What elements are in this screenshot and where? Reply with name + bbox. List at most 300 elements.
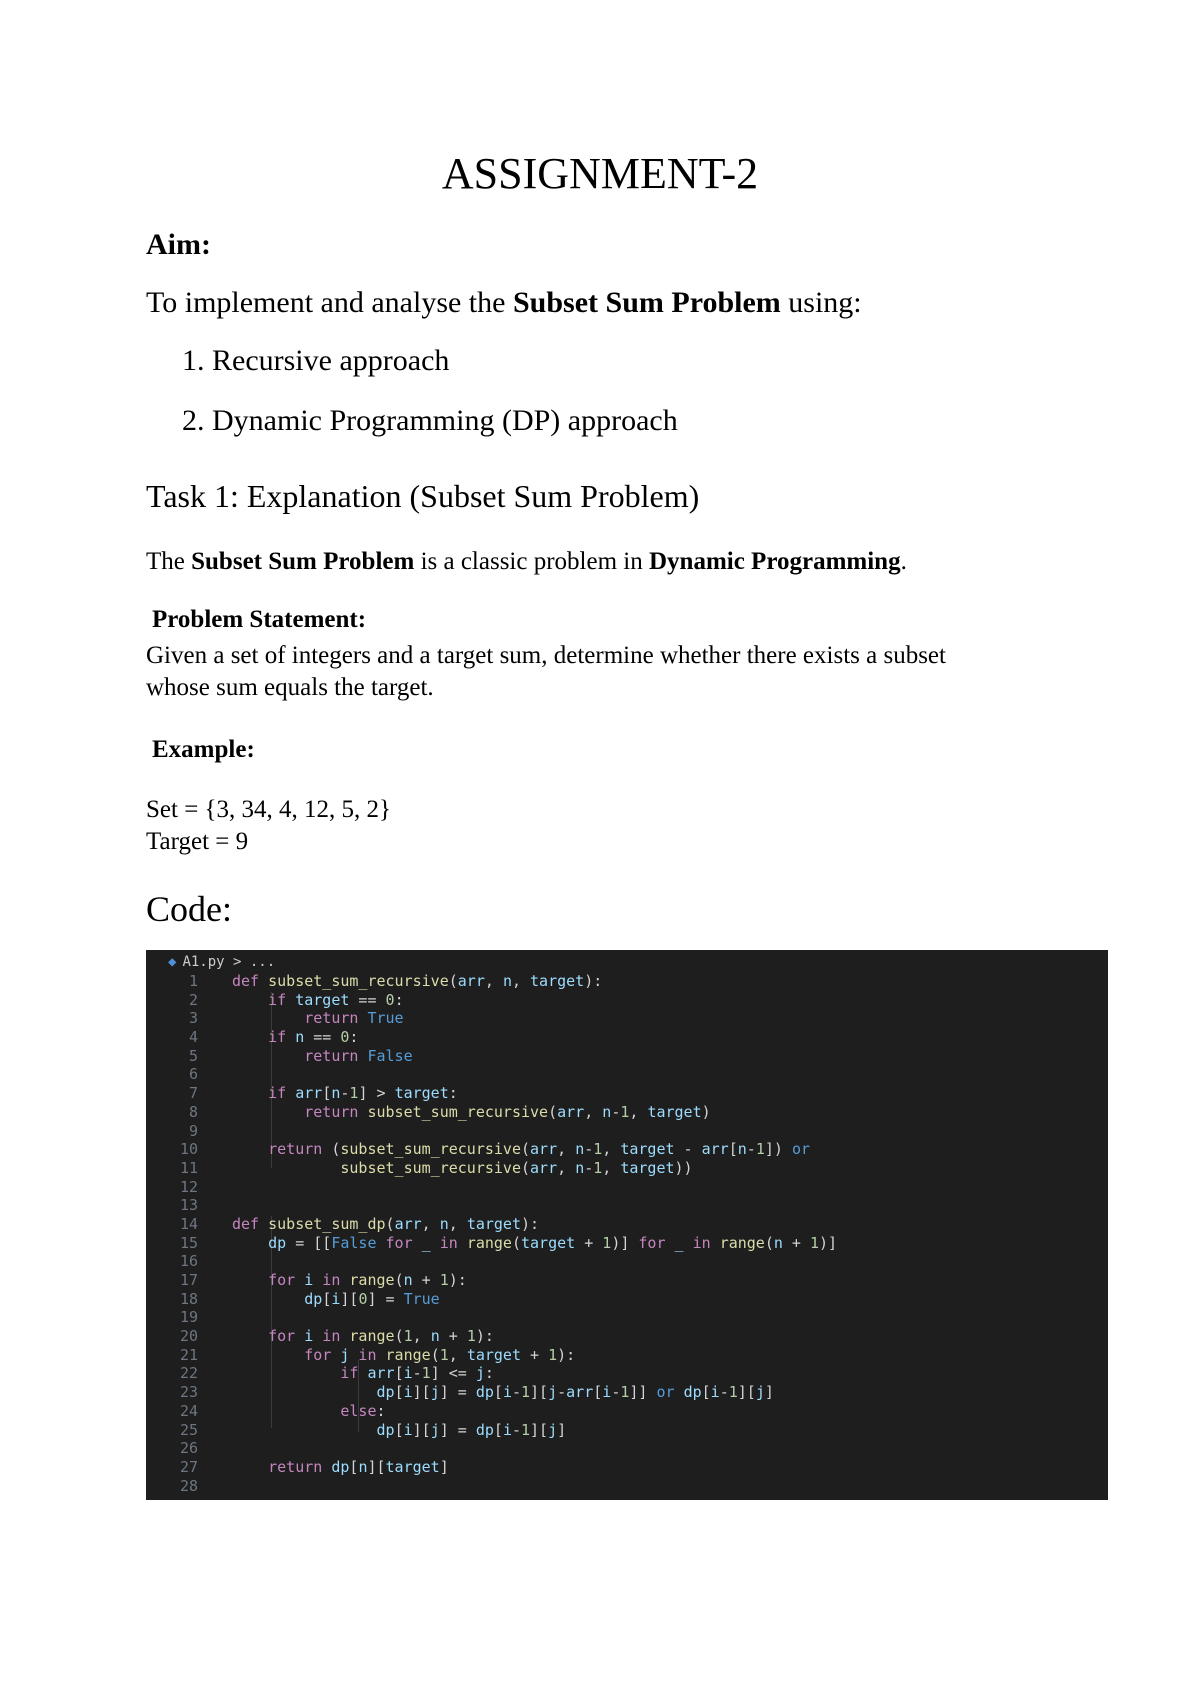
code-line [146,1402,1108,1421]
code-line [146,1252,1108,1271]
code-heading: Code: [146,889,232,929]
code-token: ] [557,1420,567,1439]
code-token: i [502,1420,512,1439]
code-token: n [358,1457,368,1476]
code-line [146,1103,1108,1122]
code-token: , [584,1102,603,1121]
code-token: return [232,1046,368,1065]
code-token: ) [701,1102,711,1121]
code-token: - [412,1364,422,1383]
code-token: for [232,1345,341,1364]
code-token: )] [611,1233,630,1252]
code-token: ( [548,1102,558,1121]
code-token: ] = [439,1383,476,1402]
code-token: i [304,1271,314,1289]
code-line [146,1346,1108,1365]
line-number: 1 [188,972,198,990]
code-token: , [448,1345,467,1364]
code-token: subset_sum_recursive [268,972,449,990]
code-lines [146,972,1108,1495]
code-token: arr [457,972,485,990]
breadcrumb-file: A1.py [182,954,225,970]
code-token: for [232,1327,305,1346]
code-token: i [602,1383,612,1402]
code-token: n [331,1084,341,1103]
code-token: [ [322,1289,332,1308]
code-token: [ [493,1420,503,1439]
line-source [232,1402,386,1421]
code-token: subset_sum_dp [268,1214,386,1233]
line-number: 26 [179,1439,198,1458]
code-line [146,1308,1108,1327]
code-token: ( [430,1345,440,1364]
line-source [232,1271,467,1290]
code-token: , [557,1140,576,1159]
line-number: 7 [188,1084,198,1103]
line-number: 17 [179,1271,198,1289]
code-token: 1 [602,1233,612,1252]
code-token: dp [232,1289,323,1308]
code-line [146,1327,1108,1346]
code-token: 1 [403,1327,413,1346]
code-token: = [[ [286,1233,332,1252]
intro-post: using: [780,286,862,319]
code-token: dp [232,1233,287,1252]
code-token: return [232,1140,332,1159]
code-token: if [232,1364,368,1383]
line-number: 12 [179,1177,198,1196]
code-line [146,1196,1108,1215]
line-number: 4 [188,1028,198,1047]
code-line [146,1458,1108,1477]
code-token: dp [475,1420,494,1439]
code-token: ): [584,972,603,990]
code-token: ): [557,1345,576,1364]
code-token: 1 [810,1233,820,1252]
line-number: 21 [179,1345,198,1364]
code-token: target [620,1140,675,1159]
code-token: i [331,1289,341,1308]
code-token: - [674,1140,702,1159]
code-token: 0 [340,1028,350,1047]
code-token: 0 [385,990,395,1009]
code-token: j [548,1383,558,1402]
line-number: 14 [179,1214,198,1233]
code-line [146,1290,1108,1309]
example-heading: Example: [152,736,255,763]
code-token: 1 [620,1102,630,1121]
code-line [146,1439,1108,1458]
code-token: True [403,1289,440,1308]
code-token: 1 [755,1140,765,1159]
intro-sentence [146,286,862,320]
line-number: 19 [179,1308,198,1327]
line-number: 9 [188,1121,198,1140]
code-token: ( [394,1327,404,1346]
code-token: ( [331,1140,341,1159]
code-token: ( [385,1214,395,1233]
code-token: 1 [466,1327,476,1346]
task1-heading: Task 1: Explanation (Subset Sum Problem) [146,478,700,514]
line-number: 24 [179,1401,198,1420]
code-token: else [232,1401,377,1420]
code-token: subset_sum_recursive [367,1102,549,1121]
code-token: ( [394,1271,404,1289]
code-token: - [611,1383,621,1402]
code-token: target [385,1457,440,1476]
code-token: )] [819,1233,838,1252]
code-token: ( [764,1233,774,1252]
code-token: dp [232,1383,395,1402]
code-line [146,1028,1108,1047]
code-line [146,1159,1108,1178]
code-token: j [430,1383,440,1402]
code-line [146,1122,1108,1141]
code-token: def [232,972,269,990]
code-token: , [421,1214,440,1233]
code-token: i [304,1327,314,1346]
line-number: 5 [188,1046,198,1065]
line-source [232,1159,693,1178]
code-token: [ [493,1383,503,1402]
line-number: 8 [188,1102,198,1121]
code-token [232,1159,340,1177]
code-token: + [782,1233,810,1252]
code-token: arr [701,1140,729,1159]
code-token: 1 [439,1271,449,1289]
code-token: : [484,1364,494,1383]
code-token: ]) [764,1140,792,1159]
code-token: [ [701,1383,711,1402]
line-source [232,1364,494,1383]
code-token: - [584,1158,594,1177]
code-token: ( [521,1140,531,1159]
line-source [232,1103,711,1122]
code-token: for [629,1233,675,1252]
code-token: 1 [620,1383,630,1402]
dp-post: . [900,548,907,575]
code-token: [ [322,1084,332,1103]
code-token: in [349,1345,386,1364]
code-token: j [755,1383,765,1402]
dp-bold-1: Subset Sum Problem [191,548,415,575]
code-token: i [403,1420,413,1439]
code-token: ): [521,1214,540,1233]
code-token: n [575,1140,585,1159]
line-source [232,1140,810,1159]
code-token: target [394,1084,449,1103]
code-screenshot [146,950,1108,1500]
code-token: j [548,1420,558,1439]
code-line [146,1047,1108,1066]
dp-bold-2: Dynamic Programming [648,548,901,575]
line-number: 23 [179,1383,198,1402]
code-token: 1 [349,1084,359,1103]
line-number: 16 [179,1252,198,1271]
code-token: or [791,1140,810,1159]
page-title: ASSIGNMENT-2 [441,149,759,198]
code-token: == [304,1028,341,1047]
code-token: in [313,1271,350,1289]
code-token: [ [728,1140,738,1159]
code-token: return [232,1009,368,1028]
code-token: False [367,1046,413,1065]
code-token: + [521,1345,549,1364]
code-token: ] = [439,1420,476,1439]
code-line [146,1364,1108,1383]
code-line [146,1271,1108,1290]
code-token: ): [475,1327,494,1346]
code-token: subset_sum_recursive [340,1158,521,1177]
code-token: - [340,1084,350,1103]
code-token: : [448,1084,458,1103]
code-token: if [232,1084,296,1103]
code-token: in [430,1233,467,1252]
code-line [146,1084,1108,1103]
code-token: - [611,1102,621,1121]
code-token: , [602,1140,621,1159]
line-source [232,1028,358,1047]
code-token: i [502,1383,512,1402]
code-token: , [412,1327,431,1346]
code-token: 1 [521,1383,531,1402]
code-token: 1 [521,1420,531,1439]
code-token: arr [530,1140,558,1159]
code-token: range [349,1271,395,1289]
dp-mid: is a classic problem in [414,548,649,575]
code-token: + [439,1327,467,1346]
code-token: arr [530,1158,558,1177]
intro-pre: To implement and analyse the [146,286,513,319]
line-source [232,1047,413,1066]
line-source [232,991,404,1010]
line-number: 27 [179,1457,198,1476]
code-token: target [466,1345,521,1364]
code-line [146,1140,1108,1159]
editor-breadcrumb[interactable] [168,954,275,970]
line-source [232,1458,449,1477]
code-token: return [232,1457,332,1476]
code-token: arr [394,1214,422,1233]
problem-statement-line-2: whose sum equals the target. [146,674,434,701]
line-source [232,1346,575,1365]
line-number: 11 [179,1158,198,1177]
code-token: - [719,1383,729,1402]
code-token: n [295,1028,305,1047]
code-token: ][ [367,1457,386,1476]
code-token: , [602,1158,621,1177]
code-token: for [232,1271,305,1289]
approach-item-1: 1. Recursive approach [182,344,450,377]
approach-item-2: 2. Dynamic Programming (DP) approach [182,404,678,437]
code-token: dp [475,1383,494,1402]
code-token: target [530,972,585,990]
code-token: + [575,1233,603,1252]
code-token: [ [349,1457,359,1476]
code-token: - [584,1140,594,1159]
code-line [146,1421,1108,1440]
code-token: subset_sum_recursive [340,1140,521,1159]
aim-heading: Aim: [146,228,211,261]
code-token: ( [448,972,458,990]
intro-bold: Subset Sum Problem [512,286,781,319]
code-token: : [376,1401,386,1420]
code-token: [ [394,1420,404,1439]
code-line [146,972,1108,991]
code-token: : [394,990,404,1009]
code-token: , [484,972,503,990]
code-token: dp [683,1383,702,1402]
code-token: 1 [548,1345,558,1364]
code-token: n [439,1214,449,1233]
code-token: + [412,1271,440,1289]
code-token: , [629,1102,648,1121]
code-token: if [232,990,296,1009]
code-token: _ [421,1233,431,1252]
line-source [232,1290,440,1309]
dp-pre: The [146,548,192,575]
code-token: ]] [629,1383,657,1402]
code-token: if [232,1028,296,1047]
code-token: ): [448,1271,467,1289]
code-token: i [403,1383,413,1402]
code-token: , [448,1214,467,1233]
line-source [232,1215,539,1234]
line-number: 28 [179,1476,198,1495]
line-number: 20 [179,1327,198,1346]
line-number: 18 [179,1289,198,1308]
code-token: ] [439,1457,449,1476]
code-token: n [602,1102,612,1121]
line-source [232,1327,494,1346]
line-number: 6 [188,1065,198,1084]
code-line [146,1383,1108,1402]
code-token: [ [394,1364,404,1383]
code-token: ( [521,1158,531,1177]
code-token: j [430,1420,440,1439]
code-token: range [349,1327,395,1346]
code-token: n [737,1140,747,1159]
code-token: target [647,1102,702,1121]
code-token: ] = [367,1289,404,1308]
code-token: 1 [728,1383,738,1402]
code-token: return [232,1102,368,1121]
code-line [146,1009,1108,1028]
code-token: ][ [737,1383,756,1402]
code-line [146,1215,1108,1234]
line-source [232,972,602,991]
code-token: dp [331,1457,350,1476]
code-token: - [511,1383,521,1402]
code-line [146,1477,1108,1496]
line-source [232,1234,837,1253]
code-line [146,1065,1108,1084]
code-token: i [710,1383,720,1402]
code-token: dp [232,1420,395,1439]
code-token: ][ [530,1420,549,1439]
code-token: : [349,1028,359,1047]
code-token: n [502,972,512,990]
code-token: target [620,1158,675,1177]
code-token: i [403,1364,413,1383]
code-token: in [683,1233,720,1252]
code-token: )) [674,1158,693,1177]
code-token: 1 [439,1345,449,1364]
line-number: 3 [188,1009,198,1028]
code-token: - [511,1420,521,1439]
line-source [232,1421,566,1440]
line-number: 10 [179,1140,198,1159]
problem-statement-heading: Problem Statement: [152,606,367,633]
code-token: arr [557,1102,585,1121]
code-token: n [403,1271,413,1289]
code-line [146,1178,1108,1197]
code-token: False [331,1233,377,1252]
code-token: n [773,1233,783,1252]
line-number: 22 [179,1364,198,1383]
code-token: 1 [593,1140,603,1159]
line-source [232,1009,404,1028]
line-number: 2 [188,990,198,1009]
code-token: ] > [358,1084,395,1103]
code-token: target [466,1214,521,1233]
code-token: arr [295,1084,323,1103]
problem-statement-line-1: Given a set of integers and a target sum, determine whether there exists a subset [146,642,946,669]
code-token: target [521,1233,576,1252]
example-set: Set = {3, 34, 4, 12, 5, 2} [146,796,392,823]
code-token: arr [566,1383,594,1402]
code-token: 1 [421,1364,431,1383]
line-source [232,1084,458,1103]
code-token: , [557,1158,576,1177]
code-token: j [475,1364,485,1383]
code-token: ][ [340,1289,359,1308]
line-number: 25 [179,1420,198,1439]
code-token: [ [593,1383,603,1402]
code-token: for [376,1233,422,1252]
code-token: in [313,1327,350,1346]
code-line [146,991,1108,1010]
line-number: 15 [179,1233,198,1252]
line-source [232,1383,774,1402]
code-token: target [295,990,350,1009]
code-token: 0 [358,1289,368,1308]
code-token: True [367,1009,404,1028]
code-token: _ [674,1233,684,1252]
code-token: or [656,1383,684,1402]
code-token: ][ [412,1383,431,1402]
breadcrumb-sep: > ... [224,954,276,970]
code-token: j [340,1345,350,1364]
code-token: ][ [412,1420,431,1439]
example-target: Target = 9 [146,828,249,855]
code-token: def [232,1214,269,1233]
code-token: ( [511,1233,521,1252]
code-token: == [349,990,386,1009]
code-token: n [575,1158,585,1177]
line-number: 13 [179,1196,198,1215]
code-token: ] [764,1383,774,1402]
code-token: [ [394,1383,404,1402]
code-token: , [511,972,531,990]
code-token: - [557,1383,567,1402]
dp-sentence [146,548,907,576]
code-token: range [466,1233,512,1252]
code-token: range [385,1345,431,1364]
code-line [146,1234,1108,1253]
code-token: range [719,1233,765,1252]
code-token: ][ [530,1383,549,1402]
